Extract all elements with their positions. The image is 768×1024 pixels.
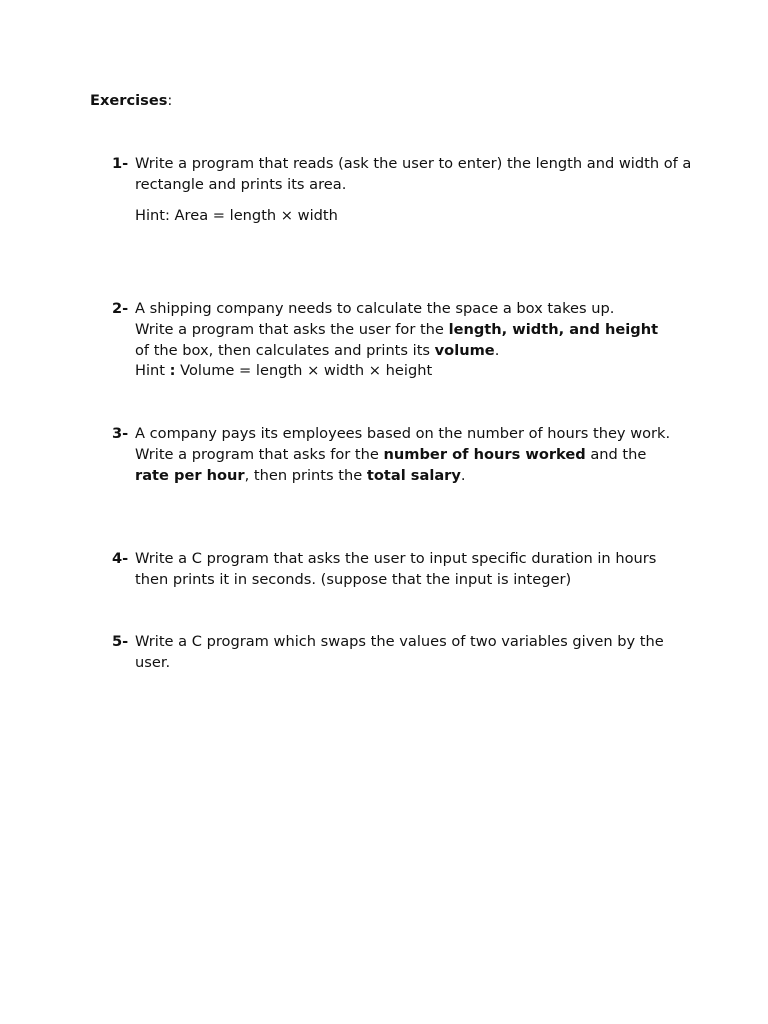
exercise-3-text-d: . bbox=[460, 466, 466, 484]
exercise-3-line-2 bbox=[135, 445, 692, 487]
exercise-2-hint-colon: : bbox=[169, 362, 176, 380]
exercise-2-line-3-text: of the box, then calculates and prints its bbox=[135, 341, 435, 359]
exercise-2-hint bbox=[135, 361, 692, 382]
exercise-2-hint-text: Volume = length × width × height bbox=[175, 362, 433, 380]
exercise-1 bbox=[112, 154, 692, 226]
exercise-2-line-3 bbox=[135, 341, 692, 362]
exercise-3-salary-bold: total salary bbox=[366, 466, 461, 484]
exercise-2-number: 2- bbox=[112, 300, 129, 317]
exercise-2-dimensions-bold: length, width, and height bbox=[448, 320, 659, 338]
exercise-2 bbox=[112, 299, 692, 382]
exercise-4-text: Write a C program that asks the user to input specific duration in hours then prints it in seconds. (suppose that the input is integer) bbox=[135, 550, 657, 588]
exercise-1-body bbox=[135, 154, 692, 226]
exercise-5 bbox=[112, 632, 692, 674]
exercise-5-text: Write a C program which swaps the values of two variables given by the user. bbox=[135, 633, 664, 671]
exercise-3-line-1: A company pays its employees based on the number of hours they work. bbox=[135, 425, 671, 442]
exercises-heading bbox=[90, 91, 172, 112]
exercise-5-number: 5- bbox=[112, 633, 129, 650]
exercise-1-hint: Hint: Area = length × width bbox=[135, 206, 338, 224]
exercise-3-body bbox=[135, 424, 692, 486]
exercise-3-rate-bold: rate per hour bbox=[135, 466, 245, 484]
exercise-3-text-a: Write a program that asks for the bbox=[135, 445, 384, 463]
exercise-1-number: 1- bbox=[112, 155, 129, 172]
exercise-3-text-c: , then prints the bbox=[244, 466, 367, 484]
exercise-2-line-3-period: . bbox=[494, 341, 500, 359]
exercise-4-body bbox=[135, 549, 692, 591]
exercise-3-text-b: and the bbox=[585, 445, 647, 463]
exercise-2-line-2 bbox=[135, 320, 692, 341]
exercise-3-hours-bold: number of hours worked bbox=[383, 445, 586, 463]
exercise-2-line-1: A shipping company needs to calculate the space a box takes up. bbox=[135, 300, 615, 317]
exercise-1-text: Write a program that reads (ask the user to enter) the length and width of a rectangle and prints its area. bbox=[135, 155, 692, 193]
exercise-3 bbox=[112, 424, 692, 486]
exercise-2-hint-label: Hint bbox=[135, 362, 170, 380]
exercises-heading-colon: : bbox=[167, 92, 173, 109]
exercises-heading-title: Exercises bbox=[90, 92, 168, 109]
exercise-3-number: 3- bbox=[112, 425, 129, 442]
exercise-2-volume-bold: volume bbox=[434, 341, 495, 359]
exercise-4-number: 4- bbox=[112, 550, 129, 567]
exercise-2-line-2-text: Write a program that asks the user for the bbox=[135, 320, 449, 338]
exercise-2-body bbox=[135, 299, 692, 382]
exercise-4 bbox=[112, 549, 692, 591]
exercise-5-body bbox=[135, 632, 692, 674]
